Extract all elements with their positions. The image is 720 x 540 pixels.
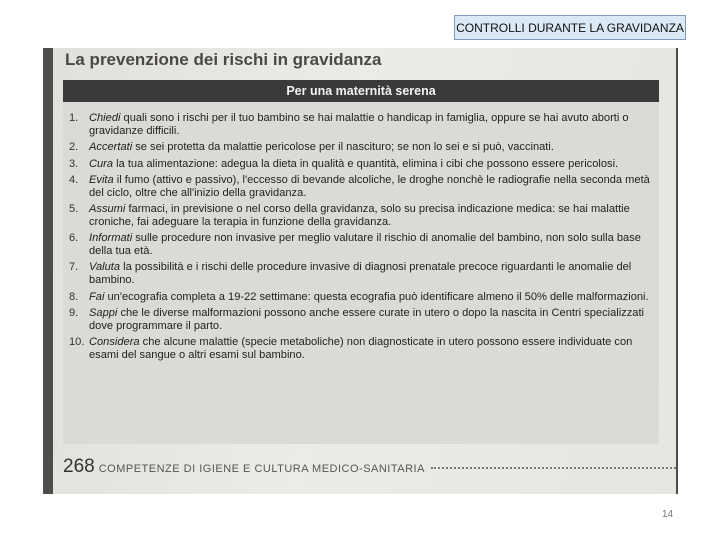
item-number: 3. — [69, 157, 79, 170]
book-section-title: COMPETENZE DI IGIENE E CULTURA MEDICO-SANITARIA — [98, 463, 425, 475]
item-text: la tua alimentazione: adegua la dieta in qualità e quantità, elimina i cibi che possono essere pericolosi. — [113, 157, 619, 170]
item-number: 7. — [69, 261, 79, 274]
item-text: farmaci, in previsione o nel corso della gravidanza, solo su precisa indicazione medica: se hai malattie croniche, fai adeguare la terapia in funzione della gravidanza. — [89, 203, 630, 228]
item-number: 4. — [69, 173, 79, 186]
item-verb: Cura — [89, 157, 114, 170]
item-text: quali sono i rischi per il tuo bambino se hai malattie o handicap in famiglia, oppure se hai avuto aborti o gravidanze difficili. — [89, 112, 629, 137]
item-verb: Valuta — [89, 261, 121, 274]
item-verb: Sappi — [89, 306, 118, 319]
slide-title: CONTROLLI DURANTE LA GRAVIDANZA — [454, 15, 686, 40]
book-page-photo — [43, 48, 678, 494]
list-item — [63, 174, 653, 200]
item-number: 2. — [69, 141, 79, 154]
list-item — [63, 141, 653, 154]
list-item — [63, 203, 653, 229]
item-number: 10. — [69, 336, 85, 349]
page-heading: La prevenzione dei rischi in gravidanza — [65, 50, 382, 69]
item-text: la possibilità e i rischi delle procedure invasive di diagnosi prenatale precoce riguardanti le anomalie del bambino. — [89, 261, 632, 287]
item-text: un'ecografia completa a 19-22 settimane: questa ecografia può identificare almeno il 50% delle malformazioni. — [104, 290, 649, 303]
item-verb: Considera — [89, 336, 140, 349]
book-page-number: 268 — [63, 456, 95, 477]
item-verb: Evita — [89, 173, 114, 186]
item-verb: Chiedi — [89, 112, 121, 124]
book-page — [53, 48, 676, 494]
list-item — [63, 307, 653, 333]
panel-band-title: Per una maternità serena — [63, 80, 659, 102]
item-number: 9. — [69, 306, 79, 319]
slide-number: 14 — [662, 509, 674, 520]
item-number: 8. — [69, 290, 79, 303]
item-text: sulle procedure non invasive per meglio valutare il rischio di anomalie del bambino, non solo sulla base della tua età. — [89, 232, 641, 258]
item-verb: Accertati — [89, 141, 133, 154]
item-text: il fumo (attivo e passivo), l'eccesso di bevande alcoliche, le droghe nonchè le radiografie nella seconda metà del ciclo, oltre che all'inizio della gravidanza. — [89, 173, 650, 199]
page-footer — [63, 456, 663, 486]
list-item — [63, 232, 653, 258]
item-text: se sei protetta da malattie pericolose per il nascituro; se non lo sei e si può, vaccinati. — [132, 141, 554, 154]
item-number: 6. — [69, 232, 79, 245]
item-number: 1. — [69, 112, 79, 124]
info-panel — [63, 80, 659, 444]
list-item — [63, 158, 653, 171]
item-text: che alcune malattie (specie metaboliche) non diagnosticate in utero possono essere individuate con esami del sangue o altri esami sul bambino. — [89, 336, 633, 362]
list-item — [63, 291, 653, 304]
list-item — [63, 261, 653, 287]
item-text: che le diverse malformazioni possono anche essere curate in utero o dopo la nascita in Centri specializzati dove programmare il parto. — [89, 306, 644, 332]
dotted-rule — [431, 467, 676, 469]
list-item — [63, 336, 653, 362]
item-number: 5. — [69, 203, 79, 215]
item-verb: Fai — [89, 290, 105, 303]
recommendation-list — [63, 112, 653, 365]
item-verb: Informati — [89, 232, 133, 245]
list-item — [63, 112, 653, 138]
item-verb: Assumi — [89, 203, 126, 215]
